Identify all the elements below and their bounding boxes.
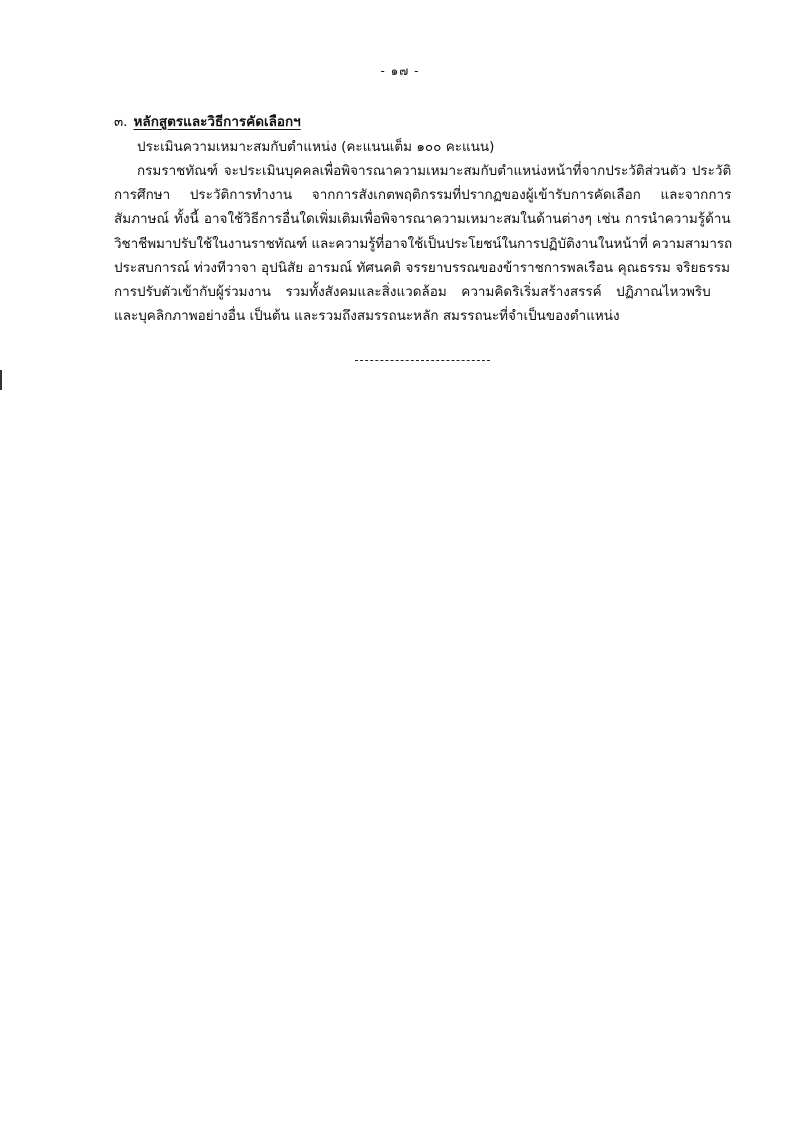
section-title: หลักสูตรและวิธีการคัดเลือกฯ [133,114,301,130]
paragraph-line: สัมภาษณ์ ทั้งนี้ อาจใช้วิธีการอื่นใดเพิ่มเติมเพื่อพิจารณาความเหมาะสมในด้านต่างๆ เช่น การนำความรู้ด้าน [114,211,731,227]
section-number: ๓. [114,114,128,130]
page-number: - ๑๗ - [380,64,420,78]
scan-edge-mark [0,370,2,390]
paragraph-line: และบุคลิกภาพอย่างอื่น เป็นต้น และรวมถึงสมรรถนะหลัก สมรรถนะที่จำเป็นของตำแหน่ง [114,308,620,324]
paragraph-line: การศึกษา ประวัติการทำงาน จากการสังเกตพฤติกรรมที่ปรากฏของผู้เข้ารับการคัดเลือก และจากการ [114,187,732,203]
paragraph-line: ประสบการณ์ ท่วงทีวาจา อุปนิสัย อารมณ์ ทัศนคติ จรรยาบรรณของข้าราชการพลเรือน คุณธรรม จริยธรรม [114,260,731,276]
paragraph-line: วิชาชีพมาปรับใช้ในงานราชทัณฑ์ และความรู้ที่อาจใช้เป็นประโยชน์ในการปฏิบัติงานในหน้าที่ ความสามารถ [114,236,733,252]
section-heading [114,110,301,132]
paragraph-line: กรมราชทัณฑ์ จะประเมินบุคคลเพื่อพิจารณาความเหมาะสมกับตำแหน่งหน้าที่จากประวัติส่วนตัว ประวัติ [137,163,732,179]
evaluation-subheading: ประเมินความเหมาะสมกับตำแหน่ง (คะแนนเต็ม ๑๐๐ คะแนน) [137,139,495,155]
end-divider [355,360,490,361]
paragraph-line: การปรับตัวเข้ากับผู้ร่วมงาน รวมทั้งสังคมและสิ่งแวดล้อม ความคิดริเริ่มสร้างสรรค์ ปฏิภาณไหวพริบ [114,284,711,300]
